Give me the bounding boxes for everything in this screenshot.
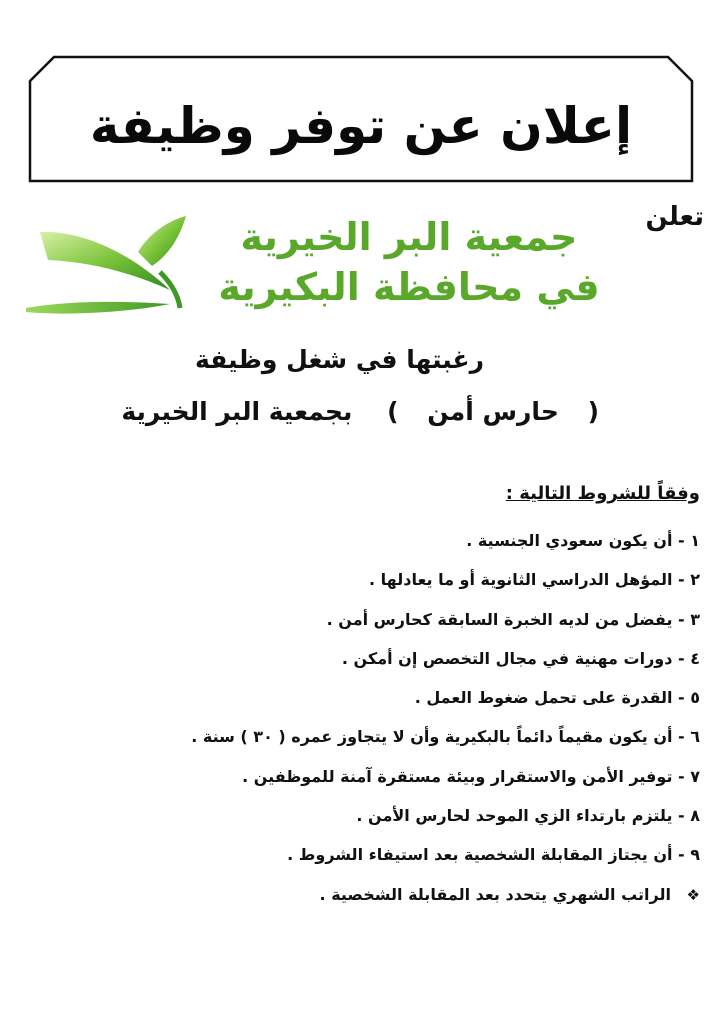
conditions-list (140, 521, 700, 914)
condition-item: ٥ - القدرة على تحمل ضغوط العمل . (414, 688, 700, 708)
green-leaf-logo-icon (20, 212, 190, 317)
organization-name (199, 212, 619, 312)
condition-item: ٩ - أن يجتاز المقابلة الشخصية بعد استيفاء الشروط . (287, 845, 700, 865)
condition-item: ٧ - توفير الأمن والاستقرار وبيئة مستقرة آمنة للموظفين . (242, 766, 700, 786)
intro-line1: رغبتها في شغل وظيفة (194, 345, 484, 374)
conditions-heading: وفقاً للشروط التالية : (505, 483, 700, 504)
page-title: إعلان عن توفر وظيفة (89, 97, 633, 155)
title-box (28, 55, 694, 183)
condition-item: ٢ - المؤهل الدراسي الثانوية أو ما يعادلها . (369, 570, 700, 590)
condition-item: ٦ - أن يكون مقيماً دائماً بالبكيرية وأن لا يتجاوز عمره ( ٣٠ ) سنة . (191, 727, 700, 747)
salary-note-text: الراتب الشهري يتحدد بعد المقابلة الشخصية . (319, 884, 671, 904)
condition-item: ٤ - دورات مهنية في مجال التخصص إن أمكن . (341, 648, 700, 668)
condition-item: ٨ - يلتزم بارتداء الزي الموحد لحارس الأمن . (356, 806, 700, 826)
paren-open: ( (587, 397, 599, 426)
paren-close: ) (387, 397, 399, 426)
diamond-bullet-icon: ❖ (686, 885, 700, 904)
announces-label: تعلن (645, 202, 704, 232)
salary-note (140, 875, 700, 914)
intro-line2 (99, 397, 599, 426)
organization-name-line1: جمعية البر الخيرية (240, 215, 578, 259)
condition-item: ١ - أن يكون سعودي الجنسية . (466, 531, 700, 550)
organization-name-line2: في محافظة البكيرية (218, 265, 600, 309)
condition-item: ٣ - يفضل من لديه الخبرة السابقة كحارس أمن . (326, 609, 700, 629)
job-position: حارس أمن (427, 397, 559, 426)
job-organization: بجمعية البر الخيرية (121, 397, 353, 426)
